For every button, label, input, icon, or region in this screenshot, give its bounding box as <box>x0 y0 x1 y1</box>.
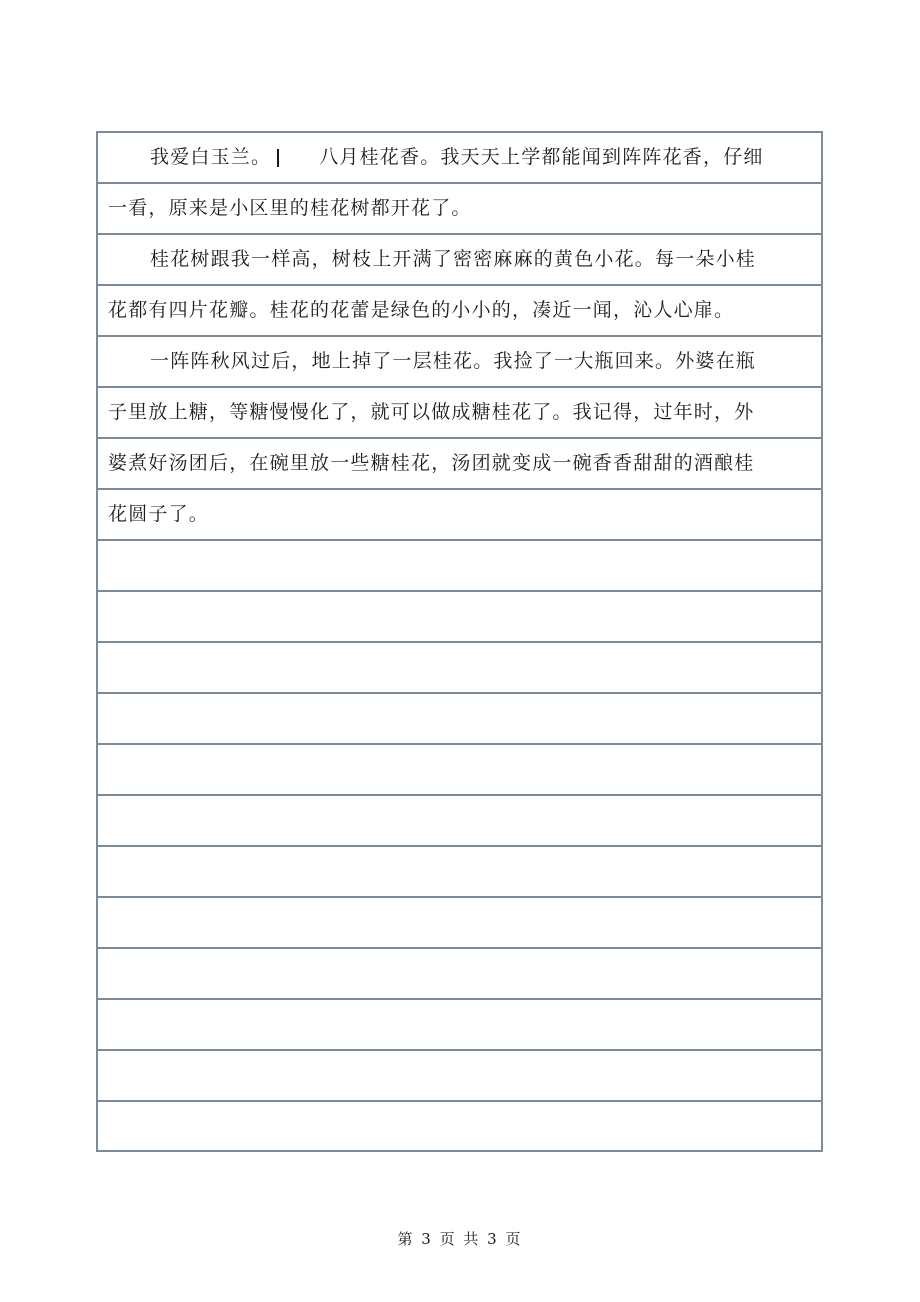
text-line-1 <box>98 133 821 184</box>
empty-line <box>98 694 821 745</box>
empty-line <box>98 1051 821 1102</box>
empty-line <box>98 541 821 592</box>
text-line-6: 子里放上糖，等糖慢慢化了，就可以做成糖桂花了。我记得，过年时，外 <box>98 388 821 439</box>
line-1-part-2: 八月桂花香。我天天上学都能闻到阵阵花香，仔细 <box>319 146 764 168</box>
empty-line <box>98 745 821 796</box>
lined-writing-sheet <box>96 131 823 1152</box>
text-line-4: 花都有四片花瓣。桂花的花蕾是绿色的小小的，凑近一闻，沁人心扉。 <box>98 286 821 337</box>
page-number-footer: 第 3 页 共 3 页 <box>397 1230 523 1248</box>
empty-line <box>98 847 821 898</box>
empty-line <box>98 643 821 694</box>
text-cursor-mark <box>277 149 279 167</box>
empty-line <box>98 1000 821 1051</box>
line-1-part-1: 我爱白玉兰。 <box>150 146 272 168</box>
text-line-2: 一看，原来是小区里的桂花树都开花了。 <box>98 184 821 235</box>
text-line-3: 桂花树跟我一样高，树枝上开满了密密麻麻的黄色小花。每一朵小桂 <box>98 235 821 286</box>
empty-line <box>98 1102 821 1153</box>
empty-line <box>98 949 821 1000</box>
text-line-5: 一阵阵秋风过后，地上掉了一层桂花。我捡了一大瓶回来。外婆在瓶 <box>98 337 821 388</box>
text-line-8: 花圆子了。 <box>98 490 821 541</box>
empty-line <box>98 898 821 949</box>
empty-line <box>98 796 821 847</box>
text-line-7: 婆煮好汤团后，在碗里放一些糖桂花，汤团就变成一碗香香甜甜的酒酿桂 <box>98 439 821 490</box>
empty-line <box>98 592 821 643</box>
